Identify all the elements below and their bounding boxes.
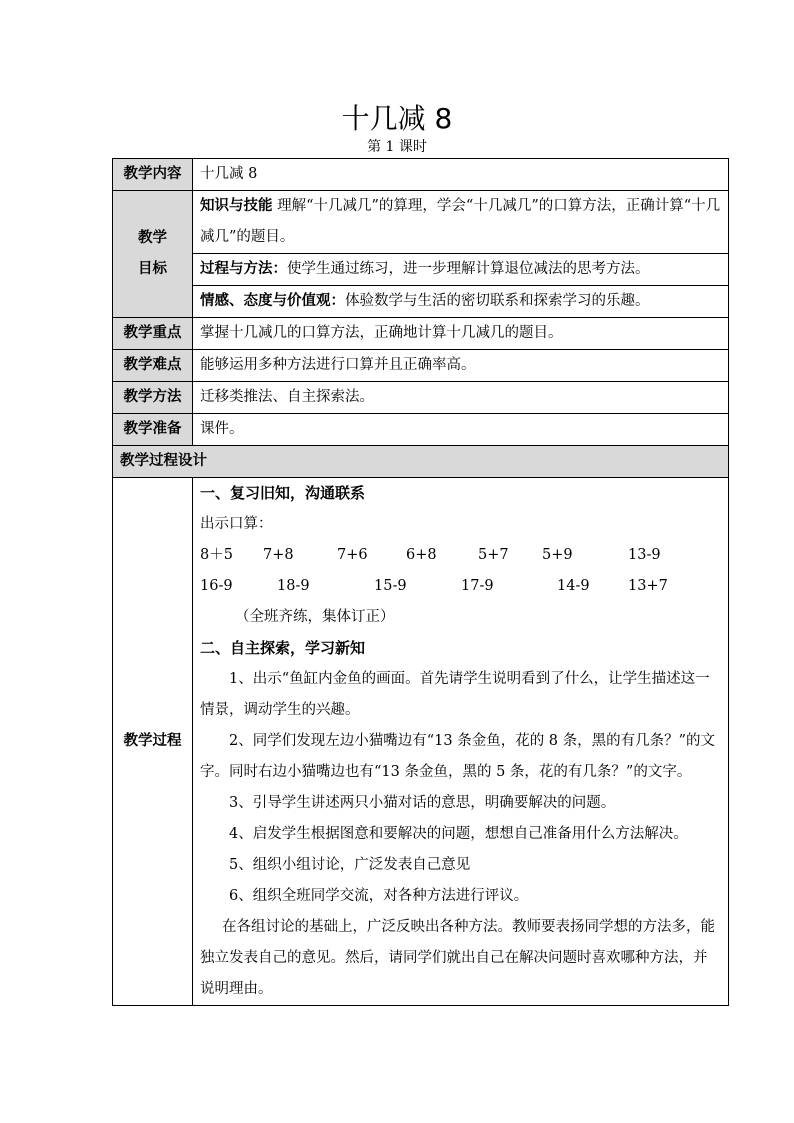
expr-item: 13-9 bbox=[628, 547, 661, 563]
objective-knowledge bbox=[193, 191, 729, 254]
practice-note: （全班齐练，集体订正） bbox=[235, 609, 395, 625]
label-difficulty: 教学难点 bbox=[113, 350, 193, 382]
expr-item: 5+7 bbox=[478, 547, 509, 563]
objective-emotion-text: 体验数学与生活的密切联系和探索学习的乐趣。 bbox=[345, 293, 650, 309]
expr-item: 14-9 bbox=[557, 578, 590, 594]
objective-process-head: 过程与方法： bbox=[200, 261, 287, 277]
objective-process-text: 使学生通过练习，进一步理解计算退位减法的思考方法。 bbox=[287, 261, 650, 277]
value-method: 迁移类推法、自主探索法。 bbox=[193, 382, 729, 414]
label-prep: 教学准备 bbox=[113, 414, 193, 446]
label-method: 教学方法 bbox=[113, 382, 193, 414]
label-design: 教学过程设计 bbox=[113, 446, 729, 478]
value-content: 十几减 8 bbox=[193, 159, 729, 191]
step-4: 4、启发学生根据图意和要解决的问题，想想自己准备用什么方法解决。 bbox=[229, 826, 688, 842]
summary: 在各组讨论的基础上，广泛反映出各种方法。教师要表扬同学想的方法多，能独立发表自己的意见。然后，请同学们就出自己在解决问题时喜欢哪种方法，并说明理由。 bbox=[200, 919, 715, 997]
expr-row-1 bbox=[200, 540, 721, 571]
label-focus: 教学重点 bbox=[113, 318, 193, 350]
row-content bbox=[113, 159, 729, 191]
expr-item: 13+7 bbox=[628, 578, 668, 594]
objective-emotion bbox=[193, 286, 729, 318]
expr-item: 5+9 bbox=[542, 547, 573, 563]
row-prep bbox=[113, 414, 729, 446]
section-explore: 二、自主探索，学习新知 bbox=[200, 639, 366, 657]
row-method bbox=[113, 382, 729, 414]
step-6: 6、组织全班同学交流，对各种方法进行评议。 bbox=[229, 888, 529, 904]
show-oral-calc: 出示口算： bbox=[200, 516, 273, 532]
expr-item: 16-9 bbox=[200, 578, 233, 594]
objective-emotion-head: 情感、态度与价值观： bbox=[200, 293, 345, 309]
step-2: 2、同学们发现左边小猫嘴边有“13 条金鱼，花的 8 条，黑的有几条？”的文字。同时右边小猫嘴边也有“13 条金鱼，黑的 5 条，花的有几条？”的文字。 bbox=[200, 733, 716, 780]
label-objectives-text: 教学 目标 bbox=[138, 230, 167, 277]
value-difficulty: 能够运用多种方法进行口算并且正确率高。 bbox=[193, 350, 729, 382]
expr-item: 6+8 bbox=[406, 547, 437, 563]
row-objective-process bbox=[113, 254, 729, 286]
lesson-number: 第 1 课时 bbox=[367, 139, 427, 155]
expr-item: 18-9 bbox=[277, 578, 310, 594]
value-process bbox=[193, 478, 729, 1006]
label-content: 教学内容 bbox=[113, 159, 193, 191]
value-focus: 掌握十几减几的口算方法，正确地计算十几减几的题目。 bbox=[193, 318, 729, 350]
row-objective-knowledge bbox=[113, 191, 729, 254]
expr-item: 17-9 bbox=[461, 578, 494, 594]
row-design bbox=[113, 446, 729, 478]
row-objective-emotion bbox=[113, 286, 729, 318]
value-prep: 课件。 bbox=[193, 414, 729, 446]
expr-item: 7+6 bbox=[337, 547, 368, 563]
row-process bbox=[113, 478, 729, 1006]
objective-process bbox=[193, 254, 729, 286]
step-3: 3、引导学生讲述两只小猫对话的意思，明确要解决的问题。 bbox=[229, 795, 616, 811]
objective-knowledge-head: 知识与技能 bbox=[200, 198, 273, 214]
expr-row-2 bbox=[200, 571, 721, 602]
label-objectives bbox=[113, 191, 193, 318]
expr-item: 15-9 bbox=[374, 578, 407, 594]
section-review: 一、复习旧知，沟通联系 bbox=[200, 484, 366, 502]
expr-item: 8＋5 bbox=[200, 547, 233, 563]
expr-item: 7+8 bbox=[263, 547, 294, 563]
row-difficulty bbox=[113, 350, 729, 382]
lesson-plan-table bbox=[112, 158, 729, 1006]
label-process: 教学过程 bbox=[113, 478, 193, 1006]
step-5: 5、组织小组讨论，广泛发表自己意见 bbox=[229, 857, 471, 873]
page-title: 十几减 8 bbox=[341, 102, 453, 135]
step-1: 1、出示“鱼缸内金鱼的画面。首先请学生说明看到了什么，让学生描述这一情景，调动学生的兴趣。 bbox=[200, 671, 710, 718]
row-focus bbox=[113, 318, 729, 350]
objective-knowledge-text: 理解“十几减几”的算理，学会“十几减几”的口算方法，正确计算“十几减几”的题目。 bbox=[200, 198, 721, 245]
